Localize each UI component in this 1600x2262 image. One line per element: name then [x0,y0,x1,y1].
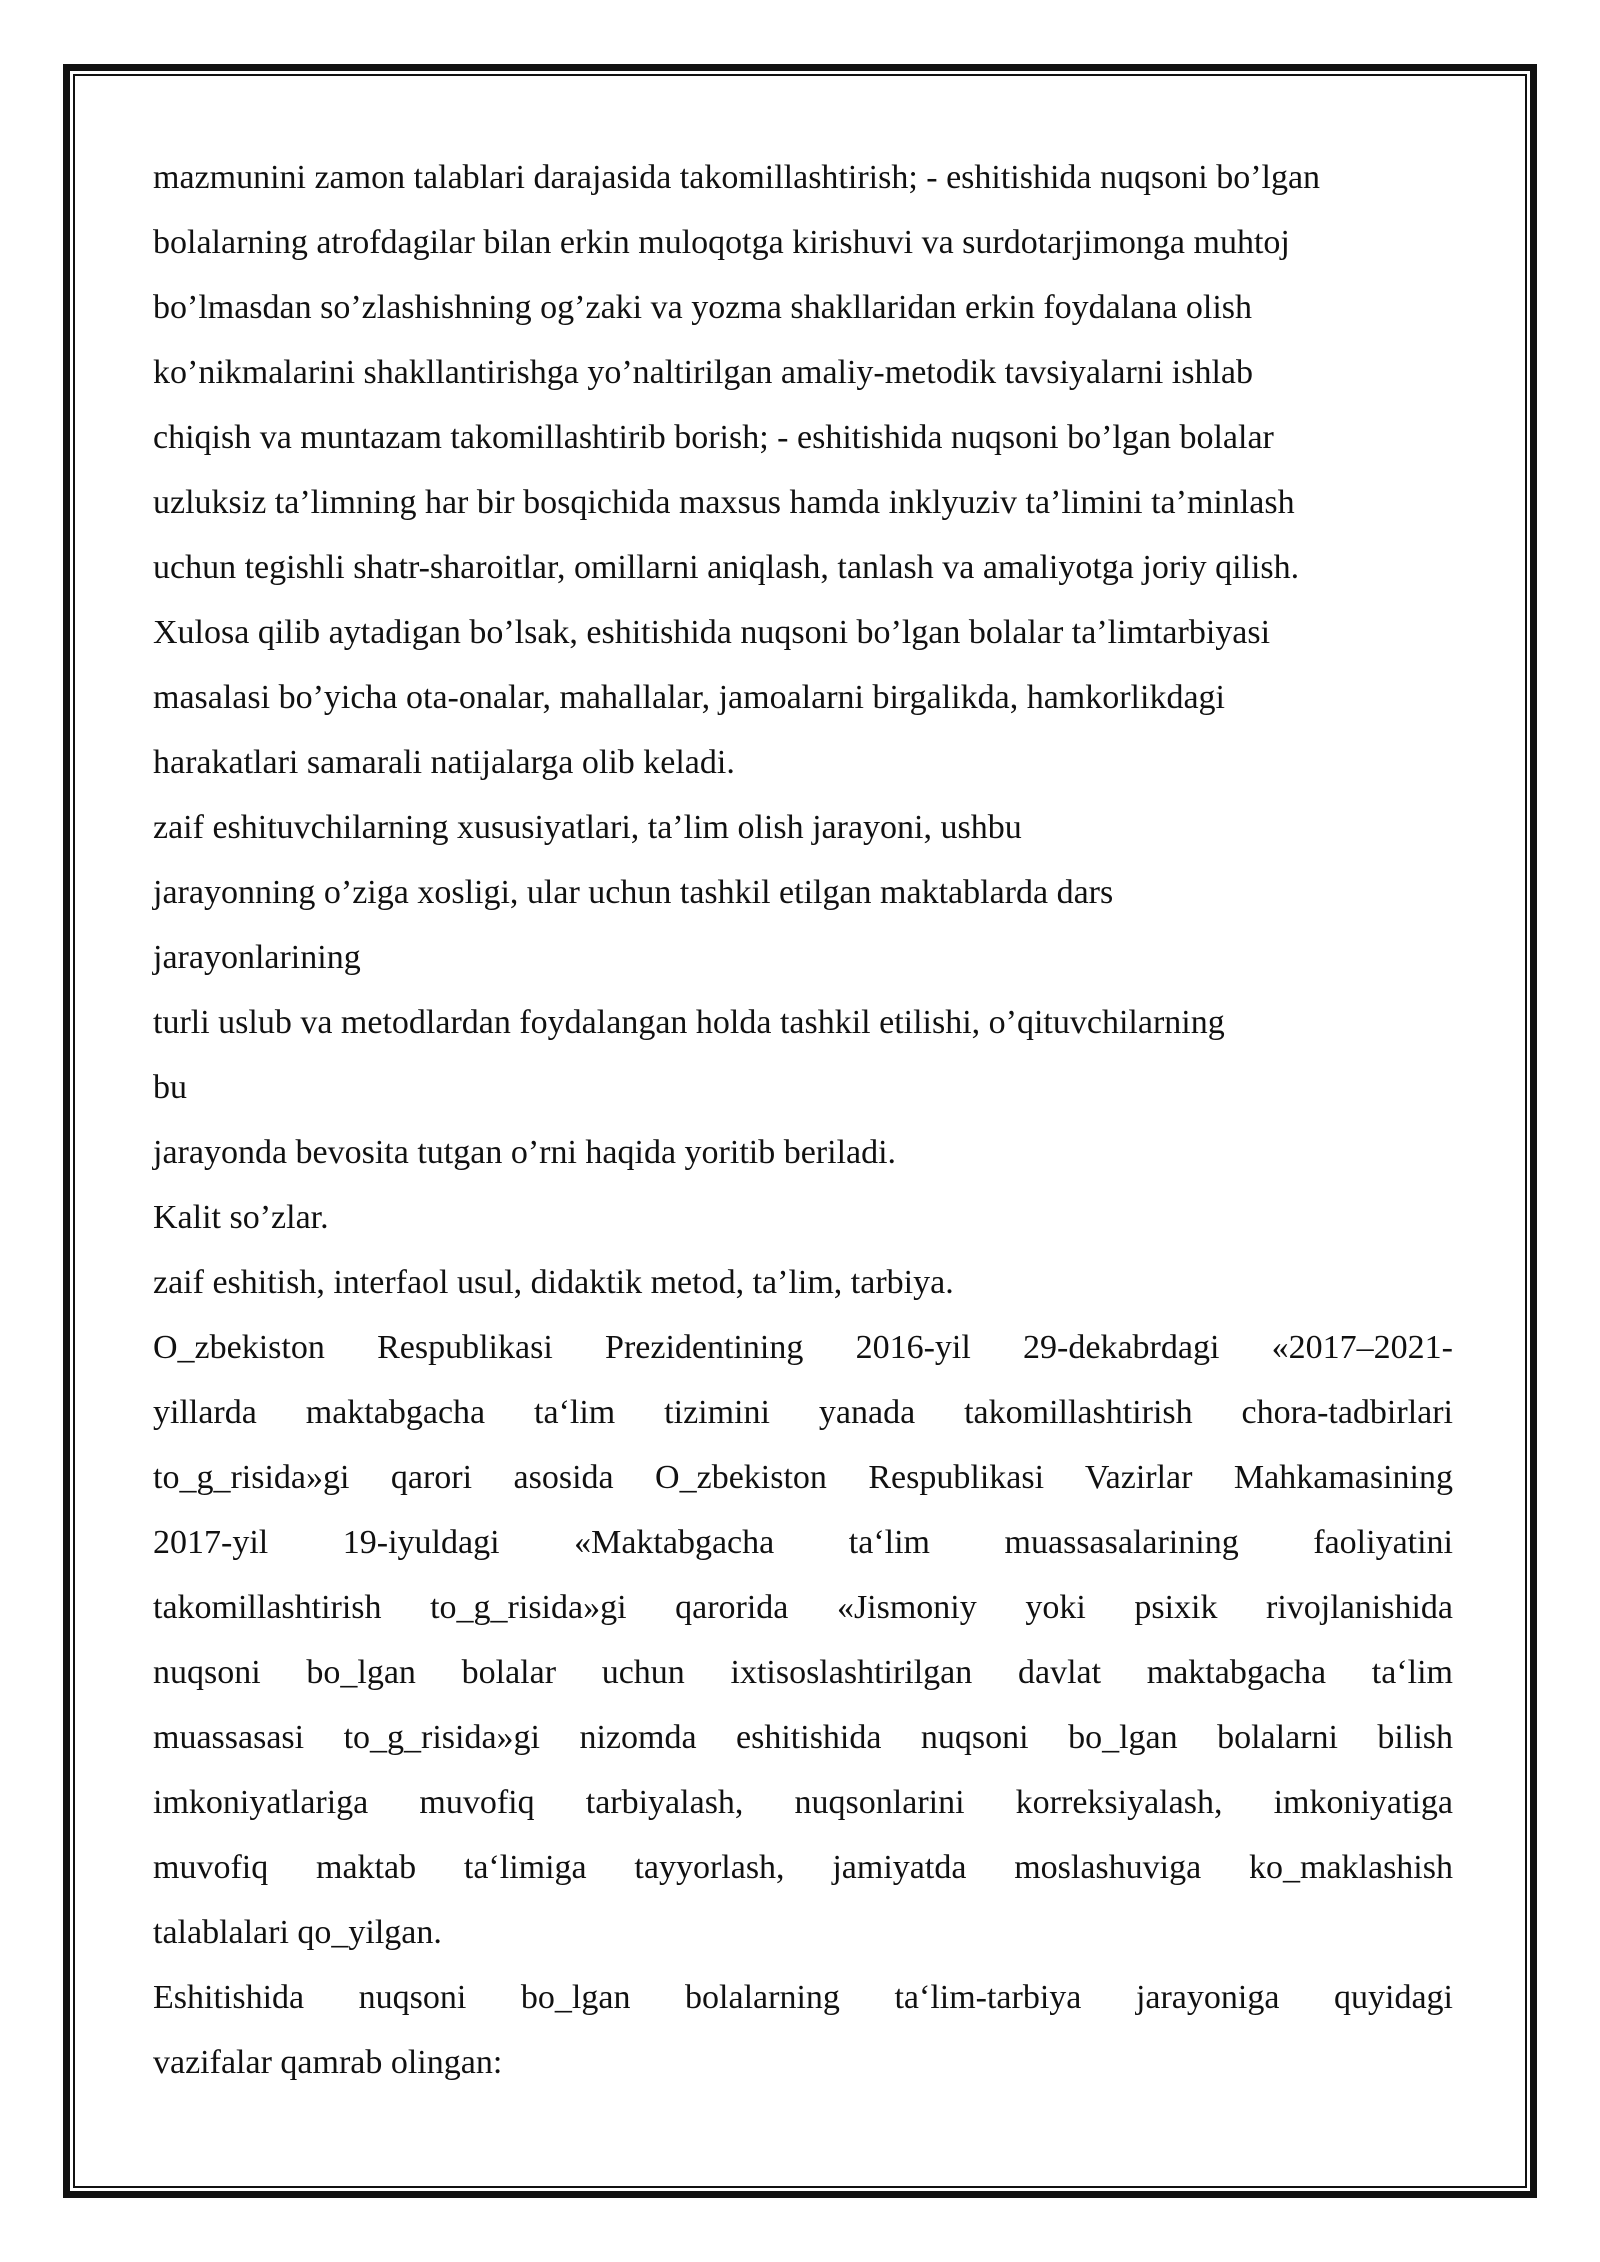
text-line: zaif eshituvchilarning xususiyatlari, ta’lim olish jarayoni, ushbu [153,809,1022,846]
text-line: vazifalar qamrab olingan: [153,2044,503,2081]
text-line: turli uslub va metodlardan foydalangan holda tashkil etilishi, o’qituvchilarning [153,1004,1225,1041]
text-line: harakatlari samarali natijalarga olib keladi. [153,744,735,781]
text-line: Kalit so’zlar. [153,1199,329,1236]
text-line: masalasi bo’yicha ota-onalar, mahallalar, jamoalarni birgalikda, hamkorlikdagi [153,679,1225,716]
text-line: bo’lmasdan so’zlashishning og’zaki va yozma shakllaridan erkin foydalana olish [153,289,1253,326]
text-line: muassasasi to_g_risida»gi nizomda eshitishida nuqsoni bo_lgan bolalarni bilish [153,1719,1453,1756]
text-line: nuqsoni bo_lgan bolalar uchun ixtisoslashtirilgan davlat maktabgacha ta‘lim [153,1654,1453,1691]
text-line: 2017-yil 19-iyuldagi «Maktabgacha ta‘lim muassasalarining faoliyatini [153,1524,1453,1561]
text-line: jarayonning o’ziga xosligi, ular uchun tashkil etilgan maktablarda dars [153,874,1114,911]
text-line: mazmunini zamon talablari darajasida takomillashtirish; - eshitishida nuqsoni bo’lgan [153,159,1321,196]
text-line: ko’nikmalarini shakllantirishga yo’naltirilgan amaliy-metodik tavsiyalarni ishlab [153,354,1254,391]
text-line: Eshitishida nuqsoni bo_lgan bolalarning ta‘lim-tarbiya jarayoniga quyidagi [153,1979,1453,2016]
text-line: bolalarning atrofdagilar bilan erkin muloqotga kirishuvi va surdotarjimonga muhtoj [153,224,1290,261]
text-line: uchun tegishli shatr-sharoitlar, omillarni aniqlash, tanlash va amaliyotga joriy qilish. [153,549,1300,586]
text-line: bu [153,1069,187,1106]
text-line: Xulosa qilib aytadigan bo’lsak, eshitishida nuqsoni bo’lgan bolalar ta’limtarbiyasi [153,614,1271,651]
text-line: jarayonda bevosita tutgan o’rni haqida yoritib beriladi. [153,1134,897,1171]
text-line: muvofiq maktab ta‘limiga tayyorlash, jamiyatda moslashuviga ko_maklashish [153,1849,1453,1886]
text-line: takomillashtirish to_g_risida»gi qarorida «Jismoniy yoki psixik rivojlanishida [153,1589,1453,1626]
text-line: jarayonlarining [153,939,361,976]
text-line: yillarda maktabgacha ta‘lim tizimini yanada takomillashtirish chora-tadbirlari [153,1394,1453,1431]
text-line: chiqish va muntazam takomillashtirib borish; - eshitishida nuqsoni bo’lgan bolalar [153,419,1274,456]
text-line: talablalari qo_yilgan. [153,1914,442,1951]
text-line: zaif eshitish, interfaol usul, didaktik metod, ta’lim, tarbiya. [153,1264,954,1301]
text-line: O_zbekiston Respublikasi Prezidentining 2016-yil 29-dekabrdagi «2017–2021- [153,1329,1453,1366]
text-line: to_g_risida»gi qarori asosida O_zbekiston Respublikasi Vazirlar Mahkamasining [153,1459,1453,1496]
text-line: imkoniyatlariga muvofiq tarbiyalash, nuqsonlarini korreksiyalash, imkoniyatiga [153,1784,1453,1821]
text-line: uzluksiz ta’limning har bir bosqichida maxsus hamda inklyuziv ta’limini ta’minlash [153,484,1295,521]
document-body [153,150,1453,2100]
